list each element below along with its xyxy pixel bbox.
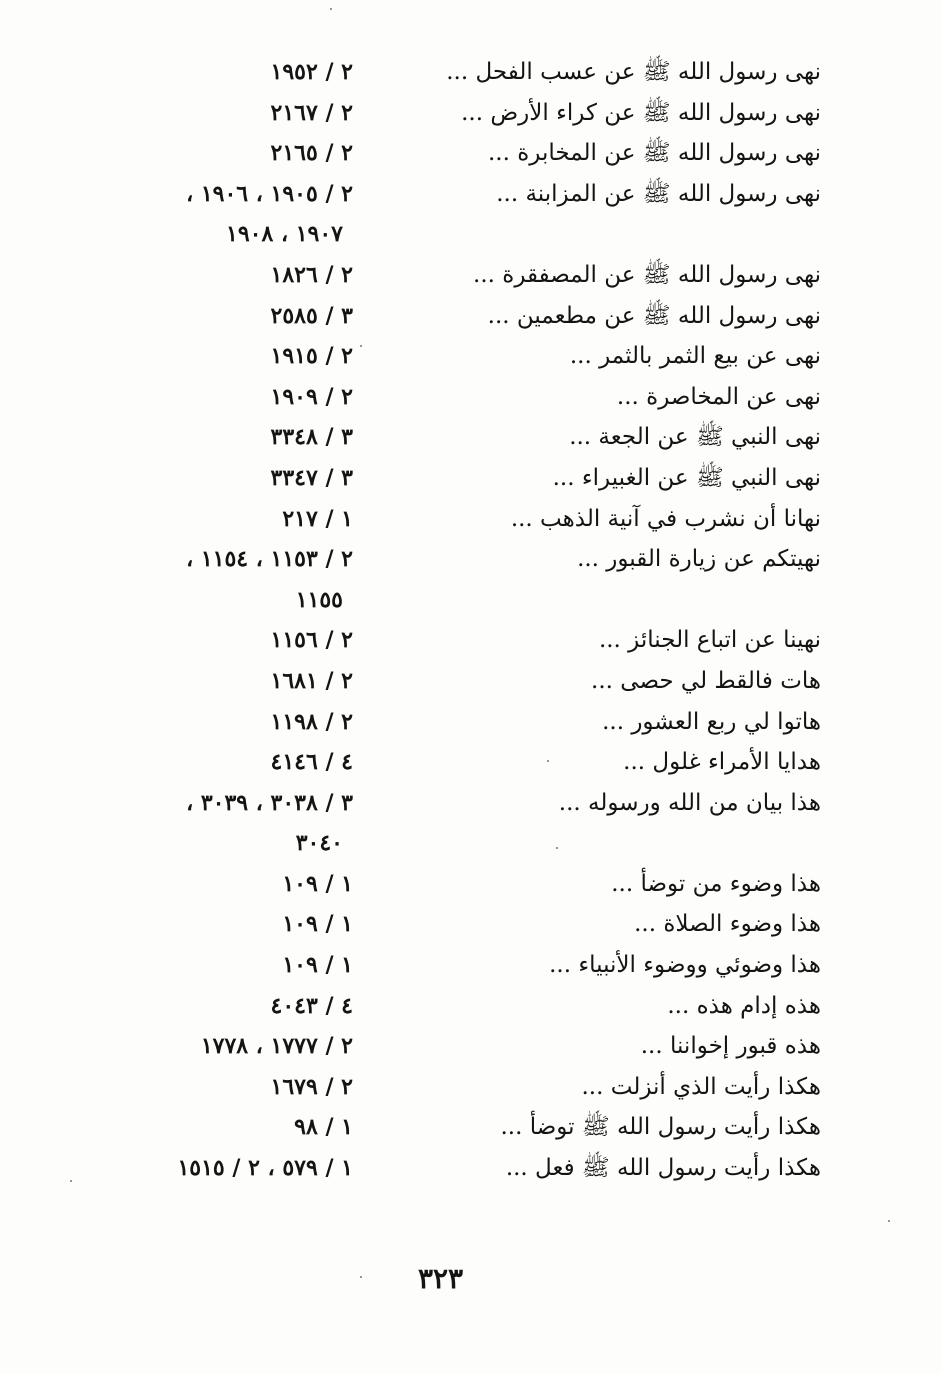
- entry-phrase: نهى رسول الله ﷺ عن المصفقرة ...: [473, 261, 821, 288]
- entry-phrase: نهيتكم عن زيارة القبور ...: [577, 546, 821, 573]
- entry-reference: ٢ / ١٧٧٧ ، ١٧٧٨: [200, 1033, 353, 1060]
- entry-phrase: هكذا رأيت رسول الله ﷺ فعل ...: [505, 1155, 821, 1182]
- entry-reference: ١ / ١٠٩: [282, 870, 353, 897]
- entry-phrase: هذه إدام هذه ...: [667, 992, 821, 1019]
- entry-reference: ٢ / ٢١٦٧: [270, 99, 353, 126]
- index-entry: [0, 539, 941, 580]
- entry-reference: ٣ / ٣٠٣٨ ، ٣٠٣٩ ،: [186, 789, 353, 816]
- index-entry: [0, 864, 941, 905]
- entry-phrase: نهى النبي ﷺ عن الجعة ...: [569, 424, 821, 451]
- entry-phrase: هذه قبور إخواننا ...: [640, 1033, 821, 1060]
- entry-phrase: نهى رسول الله ﷺ عن عسب الفحل ...: [446, 59, 821, 85]
- entry-reference: ٣ / ٣٣٤٨: [270, 424, 353, 451]
- entry-phrase: هات فالقط لي حصى ...: [591, 667, 821, 694]
- entry-reference: ٣ / ٣٣٤٧: [270, 464, 353, 491]
- index-entry: [0, 458, 941, 499]
- entry-reference: ٤ / ٤١٤٦: [270, 749, 353, 776]
- entry-phrase: نهى رسول الله ﷺ عن المزابنة ...: [496, 180, 821, 207]
- entry-phrase: نهى النبي ﷺ عن الغبيراء ...: [552, 464, 821, 491]
- hadith-index-list: [0, 52, 941, 1189]
- entry-phrase: نهى رسول الله ﷺ عن مطعمين ...: [487, 302, 821, 329]
- index-entry: [0, 93, 941, 134]
- entry-reference: ٢ / ١٩١٥: [270, 343, 353, 370]
- entry-phrase: هذا وضوء الصلاة ...: [634, 911, 821, 938]
- scan-speck: [330, 8, 332, 10]
- entry-reference: ٢ / ١١٥٦: [270, 627, 353, 654]
- index-entry-continuation: [0, 823, 941, 864]
- index-entry: [0, 945, 941, 986]
- index-entry: [0, 52, 941, 93]
- entry-phrase: هذا بيان من الله ورسوله ...: [558, 789, 821, 816]
- index-entry-continuation: [0, 214, 941, 255]
- index-entry: [0, 336, 941, 377]
- entry-phrase: هكذا رأيت الذي أنزلت ...: [581, 1073, 821, 1100]
- scan-speck: [360, 1276, 362, 1278]
- index-entry: [0, 417, 941, 458]
- entry-phrase: نهينا عن اتباع الجنائز ...: [598, 627, 821, 654]
- entry-reference: ١ / ٩٨: [294, 1114, 353, 1141]
- index-entry: [0, 783, 941, 824]
- index-entry-continuation: [0, 580, 941, 621]
- scan-speck: [70, 1180, 72, 1182]
- entry-phrase: هكذا رأيت رسول الله ﷺ توضأ ...: [500, 1114, 821, 1141]
- index-entry: [0, 499, 941, 540]
- entry-reference: ٤ / ٤٠٤٣: [270, 992, 353, 1019]
- scan-speck: [360, 345, 362, 347]
- entry-reference: ٢ / ١٦٨١: [270, 667, 353, 694]
- entry-reference: ٢ / ١٦٧٩: [270, 1073, 353, 1100]
- scan-speck: [556, 847, 558, 849]
- index-entry: [0, 904, 941, 945]
- entry-phrase: نهانا أن نشرب في آنية الذهب ...: [510, 505, 821, 532]
- entry-phrase: نهى عن المخاصرة ...: [616, 383, 821, 410]
- entry-reference: ١ / ١٠٩: [282, 952, 353, 979]
- index-entry: [0, 1067, 941, 1108]
- entry-reference: ٢ / ١١٥٣ ، ١١٥٤ ،: [186, 546, 353, 573]
- entry-phrase: نهى رسول الله ﷺ عن المخابرة ...: [488, 140, 821, 167]
- index-entry: [0, 742, 941, 783]
- entry-reference: ١٩٠٧ ، ١٩٠٨: [226, 221, 343, 248]
- index-entry: [0, 377, 941, 418]
- entry-phrase: هذا وضوء من توضأ ...: [611, 870, 821, 897]
- index-entry: [0, 1148, 941, 1189]
- index-entry: [0, 133, 941, 174]
- entry-reference: ١١٥٥: [295, 586, 343, 613]
- index-entry: [0, 1107, 941, 1148]
- entry-reference: ٣٠٤٠: [295, 830, 343, 857]
- entry-reference: ١ / ١٠٩: [282, 911, 353, 938]
- entry-reference: ٢ / ١١٩٨: [270, 708, 353, 735]
- index-entry: [0, 1026, 941, 1067]
- scan-speck: [547, 760, 549, 762]
- index-entry: [0, 986, 941, 1027]
- entry-reference: ٣ / ٢٥٨٥: [270, 302, 353, 329]
- entry-reference: ٢ / ١٩٠٥ ، ١٩٠٦ ،: [186, 180, 353, 207]
- index-entry: [0, 661, 941, 702]
- index-entry: [0, 296, 941, 337]
- entry-phrase: نهى عن بيع الثمر بالثمر ...: [569, 343, 821, 370]
- index-entry: [0, 620, 941, 661]
- entry-phrase: هدايا الأمراء غلول ...: [623, 749, 821, 776]
- index-entry: [0, 255, 941, 296]
- entry-phrase: نهى رسول الله ﷺ عن كراء الأرض ...: [461, 99, 821, 126]
- page-number: ٣٢٣: [417, 1262, 464, 1295]
- entry-phrase: هذا وضوئي ووضوء الأنبياء ...: [549, 952, 821, 979]
- entry-reference: ١ / ٢١٧: [282, 505, 353, 532]
- scan-speck: [888, 1220, 890, 1222]
- entry-phrase: هاتوا لي ربع العشور ...: [602, 708, 821, 735]
- entry-reference: ١ / ٥٧٩ ، ٢ / ١٥١٥: [177, 1155, 353, 1182]
- index-entry: [0, 702, 941, 743]
- entry-reference: ٢ / ١٩٥٢: [270, 59, 353, 85]
- entry-reference: ٢ / ١٨٢٦: [270, 261, 353, 288]
- index-entry: [0, 174, 941, 215]
- entry-reference: ٢ / ١٩٠٩: [270, 383, 353, 410]
- entry-reference: ٢ / ٢١٦٥: [270, 140, 353, 167]
